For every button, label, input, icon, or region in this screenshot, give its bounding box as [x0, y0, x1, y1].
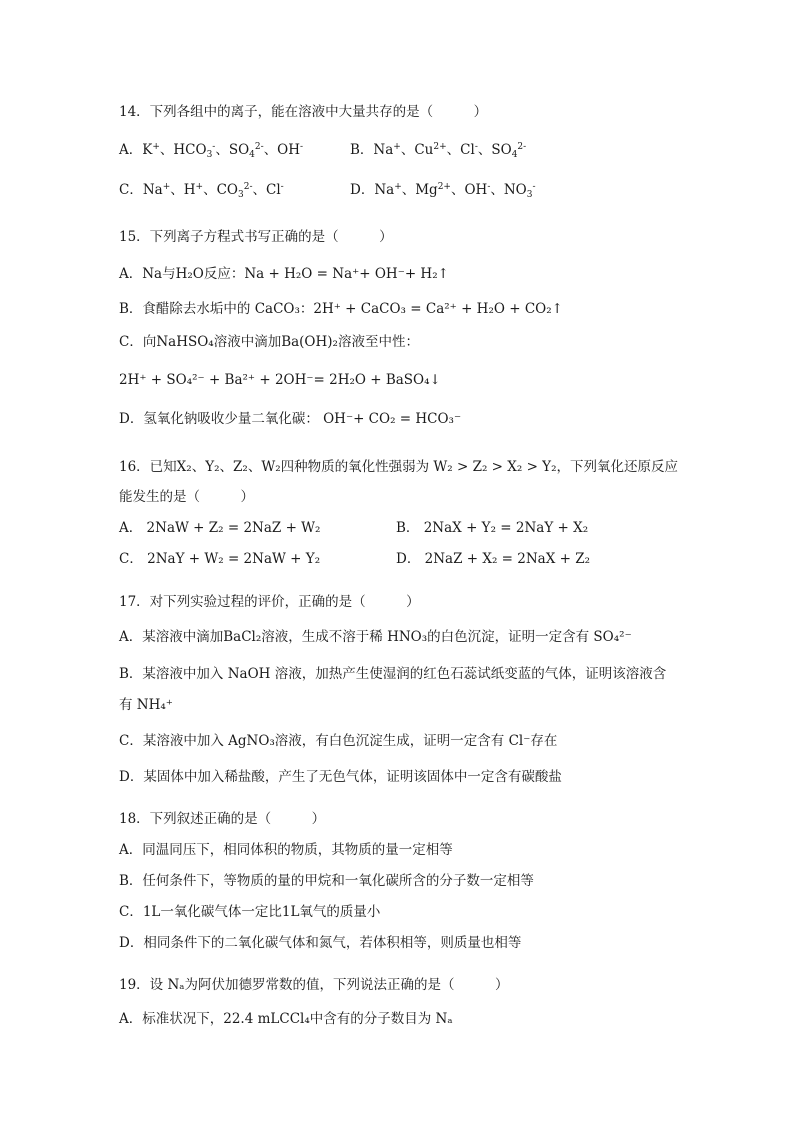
- q16-option-b: B． 2NaX + Y₂ = 2NaY + X₂: [396, 520, 589, 536]
- q16-option-c: C． 2NaY + W₂ = 2NaW + Y₂: [119, 551, 321, 567]
- q14-stem: 14．下列各组中的离子，能在溶液中大量共存的是（ ）: [119, 104, 488, 120]
- q18-option-b: B．任何条件下，等物质的量的甲烷和一氧化碳所含的分子数一定相等: [119, 873, 534, 889]
- q15-option-c-equation: 2H⁺ + SO₄²⁻ + Ba²⁺ + 2OH⁻= 2H₂O + BaSO₄↓: [119, 372, 441, 388]
- q18-option-c: C．1L一氧化碳气体一定比1L氧气的质量小: [119, 904, 381, 920]
- q19-option-a: A．标准状况下，22.4 mLCCl₄中含有的分子数目为 Nₐ: [119, 1011, 453, 1027]
- q16-option-a: A． 2NaW + Z₂ = 2NaZ + W₂: [119, 520, 321, 536]
- q18-stem: 18．下列叙述正确的是（ ）: [119, 811, 326, 827]
- q17-option-b-line1: B．某溶液中加入 NaOH 溶液，加热产生使湿润的红色石蕊试纸变蓝的气体，证明该溶液含: [119, 666, 667, 682]
- q15-option-a: A．Na与H₂O反应：Na + H₂O = Na⁺+ OH⁻+ H₂↑: [119, 266, 449, 282]
- q17-option-d: D．某固体中加入稀盐酸，产生了无色气体，证明该固体中一定含有碳酸盐: [119, 769, 562, 785]
- q18-option-d: D．相同条件下的二氧化碳气体和氮气，若体积相等，则质量也相等: [119, 935, 522, 951]
- q14-option-a: A．K+、$HCO_3^-$、$SO_4^{2-}$、OH-: [119, 142, 304, 160]
- q17-option-c: C．某溶液中加入 AgNO₃溶液，有白色沉淀生成，证明一定含有 Cl⁻存在: [119, 733, 558, 749]
- q14-option-d: D．Na+、$Mg^{2+}$、OH-、$NO_3^-$: [350, 182, 536, 200]
- q17-option-b-line2: 有 NH₄⁺: [119, 697, 173, 713]
- q15-option-d: D．氢氧化钠吸收少量二氧化碳： OH⁻+ CO₂ = HCO₃⁻: [119, 411, 462, 427]
- q15-option-b: B．食醋除去水垢中的 CaCO₃：2H⁺ + CaCO₃ = Ca²⁺ + H₂O + CO₂↑: [119, 301, 563, 317]
- q16-stem-line2: 能发生的是（ ）: [119, 489, 254, 505]
- q17-stem: 17．对下列实验过程的评价，正确的是（ ）: [119, 594, 420, 610]
- q14-option-b: B．Na+、$Cu^{2+}$、Cl-、$SO_4^{2-}$: [350, 142, 527, 160]
- q15-option-c: C．向NaHSO₄溶液中滴加Ba(OH)₂溶液至中性：: [119, 334, 419, 350]
- q15-stem: 15．下列离子方程式书写正确的是（ ）: [119, 229, 393, 245]
- q16-option-d: D． 2NaZ + X₂ = 2NaX + Z₂: [396, 551, 591, 567]
- q16-stem-line1: 16．已知X₂、Y₂、Z₂、W₂四种物质的氧化性强弱为 W₂ > Z₂ > X₂ > Y₂，下列氧化还原反应: [119, 459, 679, 475]
- q19-stem: 19．设 Nₐ为阿伏加德罗常数的值，下列说法正确的是（ ）: [119, 977, 509, 993]
- q17-option-a: A．某溶液中滴加BaCl₂溶液，生成不溶于稀 HNO₃的白色沉淀，证明一定含有 SO₄²⁻: [119, 629, 632, 645]
- q18-option-a: A．同温同压下，相同体积的物质，其物质的量一定相等: [119, 842, 453, 858]
- q14-option-c: C．Na+、H+、$CO_3^{2-}$、Cl-: [119, 182, 284, 200]
